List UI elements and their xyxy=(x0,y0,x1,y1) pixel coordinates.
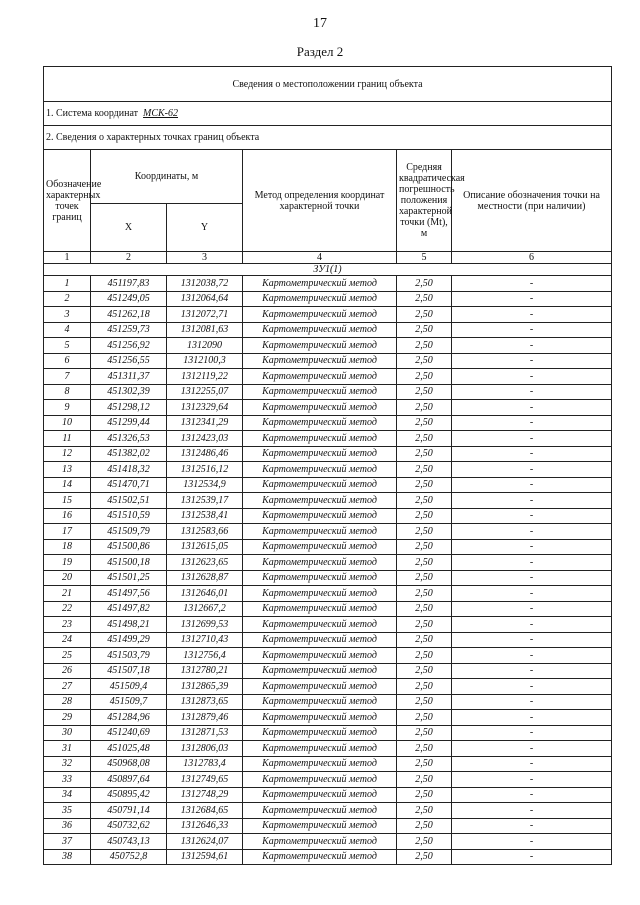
point-number: 36 xyxy=(44,818,91,834)
method-cell: Картометрический метод xyxy=(243,648,397,664)
description-cell: - xyxy=(452,555,612,571)
method-cell: Картометрический метод xyxy=(243,632,397,648)
coord-y: 1312072,71 xyxy=(167,307,243,323)
accuracy-cell: 2,50 xyxy=(397,322,452,338)
column-number: 3 xyxy=(167,252,243,264)
table-row xyxy=(44,291,612,307)
description-cell: - xyxy=(452,462,612,478)
method-cell: Картометрический метод xyxy=(243,601,397,617)
coord-x: 451299,44 xyxy=(91,415,167,431)
coord-y: 1312710,43 xyxy=(167,632,243,648)
method-cell: Картометрический метод xyxy=(243,462,397,478)
accuracy-cell: 2,50 xyxy=(397,369,452,385)
coord-y: 1312646,01 xyxy=(167,586,243,602)
point-number: 9 xyxy=(44,400,91,416)
coord-y: 1312119,22 xyxy=(167,369,243,385)
description-cell: - xyxy=(452,710,612,726)
method-cell: Картометрический метод xyxy=(243,570,397,586)
coord-y: 1312783,4 xyxy=(167,756,243,772)
description-cell: - xyxy=(452,493,612,509)
coord-x: 451302,39 xyxy=(91,384,167,400)
table-row xyxy=(44,679,612,695)
method-cell: Картометрический метод xyxy=(243,725,397,741)
point-number: 34 xyxy=(44,787,91,803)
method-cell: Картометрический метод xyxy=(243,524,397,540)
table-row xyxy=(44,353,612,369)
table-row xyxy=(44,539,612,555)
coord-x: 451509,79 xyxy=(91,524,167,540)
description-cell: - xyxy=(452,741,612,757)
coord-x: 451499,29 xyxy=(91,632,167,648)
table-row xyxy=(44,446,612,462)
accuracy-cell: 2,50 xyxy=(397,276,452,292)
accuracy-cell: 2,50 xyxy=(397,725,452,741)
description-cell: - xyxy=(452,415,612,431)
accuracy-cell: 2,50 xyxy=(397,772,452,788)
coord-x: 451197,83 xyxy=(91,276,167,292)
point-number: 37 xyxy=(44,834,91,850)
description-cell: - xyxy=(452,834,612,850)
accuracy-cell: 2,50 xyxy=(397,803,452,819)
coord-x: 451507,18 xyxy=(91,663,167,679)
coord-y: 1312486,46 xyxy=(167,446,243,462)
description-cell: - xyxy=(452,679,612,695)
coord-y: 1312684,65 xyxy=(167,803,243,819)
coord-y: 1312255,07 xyxy=(167,384,243,400)
coord-y: 1312615,05 xyxy=(167,539,243,555)
coord-y: 1312594,61 xyxy=(167,849,243,865)
coord-x: 451249,05 xyxy=(91,291,167,307)
coord-x: 451259,73 xyxy=(91,322,167,338)
accuracy-cell: 2,50 xyxy=(397,384,452,400)
method-cell: Картометрический метод xyxy=(243,617,397,633)
coord-system-value: МСК-62 xyxy=(143,108,179,119)
section-title: Раздел 2 xyxy=(296,44,344,59)
header-y: Y xyxy=(167,204,243,252)
table-row xyxy=(44,570,612,586)
page-number: 17 xyxy=(313,16,327,31)
accuracy-cell: 2,50 xyxy=(397,586,452,602)
point-number: 6 xyxy=(44,353,91,369)
table-row xyxy=(44,803,612,819)
accuracy-cell: 2,50 xyxy=(397,601,452,617)
coord-y: 1312329,64 xyxy=(167,400,243,416)
method-cell: Картометрический метод xyxy=(243,586,397,602)
description-cell: - xyxy=(452,787,612,803)
method-cell: Картометрический метод xyxy=(243,818,397,834)
accuracy-cell: 2,50 xyxy=(397,307,452,323)
coord-y: 1312646,33 xyxy=(167,818,243,834)
accuracy-cell: 2,50 xyxy=(397,756,452,772)
table-row xyxy=(44,462,612,478)
coord-x: 451503,79 xyxy=(91,648,167,664)
coord-y: 1312628,87 xyxy=(167,570,243,586)
point-number: 5 xyxy=(44,338,91,354)
coord-y: 1312516,12 xyxy=(167,462,243,478)
coord-x: 451509,7 xyxy=(91,694,167,710)
point-number: 20 xyxy=(44,570,91,586)
description-cell: - xyxy=(452,586,612,602)
table-row xyxy=(44,617,612,633)
coord-x: 451025,48 xyxy=(91,741,167,757)
coord-system-row xyxy=(44,102,612,126)
header-method: Метод определения координат характерной точки xyxy=(243,150,397,252)
table-row xyxy=(44,524,612,540)
coord-x: 451498,21 xyxy=(91,617,167,633)
point-number: 27 xyxy=(44,679,91,695)
coord-y: 1312667,2 xyxy=(167,601,243,617)
boundary-table xyxy=(43,66,612,865)
column-number: 2 xyxy=(91,252,167,264)
coord-x: 450732,62 xyxy=(91,818,167,834)
header-x: X xyxy=(91,204,167,252)
description-cell: - xyxy=(452,818,612,834)
coord-x: 451382,02 xyxy=(91,446,167,462)
table-row xyxy=(44,322,612,338)
coord-y: 1312341,29 xyxy=(167,415,243,431)
description-cell: - xyxy=(452,431,612,447)
coord-x: 451470,71 xyxy=(91,477,167,493)
coord-y: 1312090 xyxy=(167,338,243,354)
accuracy-cell: 2,50 xyxy=(397,508,452,524)
coord-x: 450895,42 xyxy=(91,787,167,803)
coord-y: 1312879,46 xyxy=(167,710,243,726)
coord-x: 451509,4 xyxy=(91,679,167,695)
coord-x: 451284,96 xyxy=(91,710,167,726)
description-cell: - xyxy=(452,477,612,493)
description-cell: - xyxy=(452,276,612,292)
description-cell: - xyxy=(452,648,612,664)
point-number: 1 xyxy=(44,276,91,292)
description-cell: - xyxy=(452,307,612,323)
coord-x: 451500,18 xyxy=(91,555,167,571)
method-cell: Картометрический метод xyxy=(243,307,397,323)
table-row xyxy=(44,276,612,292)
coord-x: 451497,82 xyxy=(91,601,167,617)
points-caption: 2. Сведения о характерных точках границ объекта xyxy=(44,126,612,150)
accuracy-cell: 2,50 xyxy=(397,291,452,307)
method-cell: Картометрический метод xyxy=(243,338,397,354)
point-number: 7 xyxy=(44,369,91,385)
point-number: 28 xyxy=(44,694,91,710)
table-row xyxy=(44,493,612,509)
coord-x: 451262,18 xyxy=(91,307,167,323)
coord-y: 1312038,72 xyxy=(167,276,243,292)
method-cell: Картометрический метод xyxy=(243,849,397,865)
description-cell: - xyxy=(452,322,612,338)
point-number: 4 xyxy=(44,322,91,338)
point-number: 17 xyxy=(44,524,91,540)
method-cell: Картометрический метод xyxy=(243,446,397,462)
accuracy-cell: 2,50 xyxy=(397,462,452,478)
method-cell: Картометрический метод xyxy=(243,679,397,695)
description-cell: - xyxy=(452,369,612,385)
point-number: 21 xyxy=(44,586,91,602)
coord-x: 451418,32 xyxy=(91,462,167,478)
coord-x: 451501,25 xyxy=(91,570,167,586)
accuracy-cell: 2,50 xyxy=(397,679,452,695)
coord-x: 451256,55 xyxy=(91,353,167,369)
description-cell: - xyxy=(452,601,612,617)
accuracy-cell: 2,50 xyxy=(397,493,452,509)
table-row xyxy=(44,307,612,323)
table-row xyxy=(44,694,612,710)
table-title: Сведения о местоположении границ объекта xyxy=(44,67,612,102)
table-row xyxy=(44,586,612,602)
point-number: 13 xyxy=(44,462,91,478)
column-number: 4 xyxy=(243,252,397,264)
header-coordinates: Координаты, м xyxy=(91,150,243,204)
description-cell: - xyxy=(452,508,612,524)
accuracy-cell: 2,50 xyxy=(397,849,452,865)
accuracy-cell: 2,50 xyxy=(397,446,452,462)
table-row xyxy=(44,756,612,772)
coord-system-label: 1. Система координат xyxy=(46,108,139,119)
coord-x: 450752,8 xyxy=(91,849,167,865)
coord-y: 1312534,9 xyxy=(167,477,243,493)
method-cell: Картометрический метод xyxy=(243,276,397,292)
table-row xyxy=(44,369,612,385)
point-number: 11 xyxy=(44,431,91,447)
table-row xyxy=(44,834,612,850)
point-number: 29 xyxy=(44,710,91,726)
point-number: 16 xyxy=(44,508,91,524)
point-number: 25 xyxy=(44,648,91,664)
coord-y: 1312538,41 xyxy=(167,508,243,524)
description-cell: - xyxy=(452,772,612,788)
coord-x: 450968,08 xyxy=(91,756,167,772)
method-cell: Картометрический метод xyxy=(243,415,397,431)
method-cell: Картометрический метод xyxy=(243,369,397,385)
point-number: 30 xyxy=(44,725,91,741)
method-cell: Картометрический метод xyxy=(243,477,397,493)
table-row xyxy=(44,849,612,865)
table-row xyxy=(44,725,612,741)
table-row xyxy=(44,338,612,354)
accuracy-cell: 2,50 xyxy=(397,741,452,757)
accuracy-cell: 2,50 xyxy=(397,338,452,354)
description-cell: - xyxy=(452,353,612,369)
point-number: 31 xyxy=(44,741,91,757)
method-cell: Картометрический метод xyxy=(243,787,397,803)
description-cell: - xyxy=(452,446,612,462)
header-description: Описание обозначения точки на местности (при наличии) xyxy=(452,150,612,252)
column-number: 1 xyxy=(44,252,91,264)
coord-y: 1312748,29 xyxy=(167,787,243,803)
point-number: 18 xyxy=(44,539,91,555)
description-cell: - xyxy=(452,849,612,865)
description-cell: - xyxy=(452,725,612,741)
coord-x: 450743,13 xyxy=(91,834,167,850)
accuracy-cell: 2,50 xyxy=(397,648,452,664)
point-number: 24 xyxy=(44,632,91,648)
method-cell: Картометрический метод xyxy=(243,493,397,509)
method-cell: Картометрический метод xyxy=(243,772,397,788)
coord-y: 1312699,53 xyxy=(167,617,243,633)
accuracy-cell: 2,50 xyxy=(397,539,452,555)
coord-y: 1312423,03 xyxy=(167,431,243,447)
coord-y: 1312865,39 xyxy=(167,679,243,695)
description-cell: - xyxy=(452,384,612,400)
header-accuracy: Средняя квадратическая погрешность положения характерной точки (Mt), м xyxy=(397,150,452,252)
method-cell: Картометрический метод xyxy=(243,508,397,524)
coord-x: 451497,56 xyxy=(91,586,167,602)
description-cell: - xyxy=(452,694,612,710)
point-number: 23 xyxy=(44,617,91,633)
coord-y: 1312780,21 xyxy=(167,663,243,679)
table-row xyxy=(44,648,612,664)
accuracy-cell: 2,50 xyxy=(397,632,452,648)
table-row xyxy=(44,741,612,757)
method-cell: Картометрический метод xyxy=(243,710,397,726)
accuracy-cell: 2,50 xyxy=(397,570,452,586)
accuracy-cell: 2,50 xyxy=(397,617,452,633)
coord-x: 451510,59 xyxy=(91,508,167,524)
point-number: 26 xyxy=(44,663,91,679)
coord-x: 451502,51 xyxy=(91,493,167,509)
description-cell: - xyxy=(452,663,612,679)
point-number: 22 xyxy=(44,601,91,617)
coord-y: 1312583,66 xyxy=(167,524,243,540)
coord-x: 451240,69 xyxy=(91,725,167,741)
coord-x: 451298,12 xyxy=(91,400,167,416)
point-number: 14 xyxy=(44,477,91,493)
method-cell: Картометрический метод xyxy=(243,803,397,819)
accuracy-cell: 2,50 xyxy=(397,477,452,493)
table-row xyxy=(44,477,612,493)
table-row xyxy=(44,508,612,524)
table-row xyxy=(44,431,612,447)
coord-y: 1312806,03 xyxy=(167,741,243,757)
table-row xyxy=(44,710,612,726)
coord-y: 1312873,65 xyxy=(167,694,243,710)
point-number: 3 xyxy=(44,307,91,323)
method-cell: Картометрический метод xyxy=(243,741,397,757)
point-number: 2 xyxy=(44,291,91,307)
description-cell: - xyxy=(452,291,612,307)
method-cell: Картометрический метод xyxy=(243,353,397,369)
description-cell: - xyxy=(452,338,612,354)
method-cell: Картометрический метод xyxy=(243,663,397,679)
table-row xyxy=(44,663,612,679)
description-cell: - xyxy=(452,570,612,586)
coord-y: 1312624,07 xyxy=(167,834,243,850)
point-number: 32 xyxy=(44,756,91,772)
accuracy-cell: 2,50 xyxy=(397,400,452,416)
accuracy-cell: 2,50 xyxy=(397,834,452,850)
coord-y: 1312749,65 xyxy=(167,772,243,788)
description-cell: - xyxy=(452,524,612,540)
method-cell: Картометрический метод xyxy=(243,322,397,338)
coord-y: 1312623,65 xyxy=(167,555,243,571)
method-cell: Картометрический метод xyxy=(243,400,397,416)
method-cell: Картометрический метод xyxy=(243,384,397,400)
description-cell: - xyxy=(452,632,612,648)
method-cell: Картометрический метод xyxy=(243,756,397,772)
table-row xyxy=(44,772,612,788)
table-row xyxy=(44,555,612,571)
point-number: 19 xyxy=(44,555,91,571)
description-cell: - xyxy=(452,400,612,416)
table-row xyxy=(44,415,612,431)
coord-x: 451256,92 xyxy=(91,338,167,354)
coord-x: 451311,37 xyxy=(91,369,167,385)
method-cell: Картометрический метод xyxy=(243,834,397,850)
method-cell: Картометрический метод xyxy=(243,539,397,555)
accuracy-cell: 2,50 xyxy=(397,710,452,726)
method-cell: Картометрический метод xyxy=(243,555,397,571)
accuracy-cell: 2,50 xyxy=(397,694,452,710)
point-number: 38 xyxy=(44,849,91,865)
header-point-designation: Обозначение характерных точек границ xyxy=(44,150,91,252)
coord-y: 1312871,53 xyxy=(167,725,243,741)
coord-x: 451500,86 xyxy=(91,539,167,555)
coord-y: 1312100,3 xyxy=(167,353,243,369)
accuracy-cell: 2,50 xyxy=(397,415,452,431)
coord-y: 1312539,17 xyxy=(167,493,243,509)
method-cell: Картометрический метод xyxy=(243,694,397,710)
column-number: 6 xyxy=(452,252,612,264)
table-row xyxy=(44,400,612,416)
point-number: 8 xyxy=(44,384,91,400)
table-row xyxy=(44,632,612,648)
accuracy-cell: 2,50 xyxy=(397,787,452,803)
accuracy-cell: 2,50 xyxy=(397,818,452,834)
method-cell: Картометрический метод xyxy=(243,291,397,307)
description-cell: - xyxy=(452,617,612,633)
table-row xyxy=(44,384,612,400)
accuracy-cell: 2,50 xyxy=(397,663,452,679)
point-number: 10 xyxy=(44,415,91,431)
coord-y: 1312064,64 xyxy=(167,291,243,307)
accuracy-cell: 2,50 xyxy=(397,353,452,369)
column-number: 5 xyxy=(397,252,452,264)
coord-y: 1312081,63 xyxy=(167,322,243,338)
accuracy-cell: 2,50 xyxy=(397,555,452,571)
point-number: 12 xyxy=(44,446,91,462)
table-row xyxy=(44,601,612,617)
description-cell: - xyxy=(452,539,612,555)
description-cell: - xyxy=(452,756,612,772)
point-number: 33 xyxy=(44,772,91,788)
group-label: ЗУ1(1) xyxy=(44,264,612,276)
table-row xyxy=(44,787,612,803)
table-row xyxy=(44,818,612,834)
coord-y: 1312756,4 xyxy=(167,648,243,664)
method-cell: Картометрический метод xyxy=(243,431,397,447)
point-number: 35 xyxy=(44,803,91,819)
accuracy-cell: 2,50 xyxy=(397,524,452,540)
accuracy-cell: 2,50 xyxy=(397,431,452,447)
coord-x: 450897,64 xyxy=(91,772,167,788)
coord-x: 450791,14 xyxy=(91,803,167,819)
description-cell: - xyxy=(452,803,612,819)
coord-x: 451326,53 xyxy=(91,431,167,447)
point-number: 15 xyxy=(44,493,91,509)
